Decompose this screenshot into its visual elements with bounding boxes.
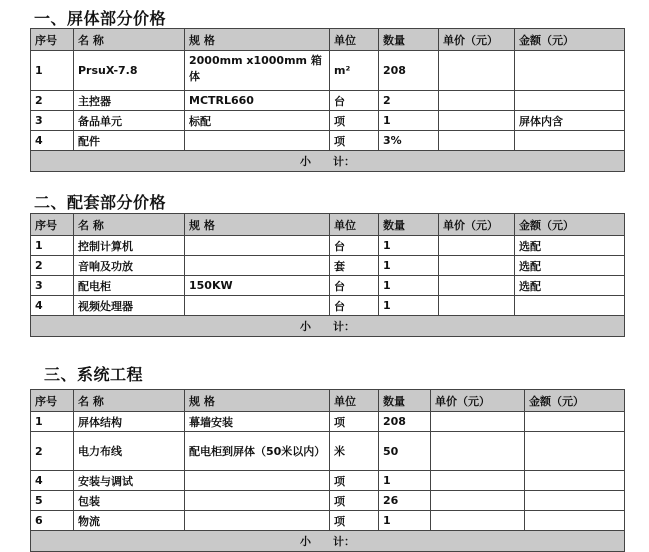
cell-spec (185, 131, 330, 151)
cell-index: 5 (31, 491, 74, 511)
cell-index: 6 (31, 511, 74, 531)
cell-name: PrsuX-7.8 (74, 51, 185, 91)
price-table-screen (30, 28, 625, 172)
cell-amount (525, 412, 625, 432)
header-unit-price: 单价（元） (439, 214, 515, 236)
cell-unit: 项 (330, 412, 379, 432)
header-qty: 数量 (379, 390, 431, 412)
header-spec: 规 格 (185, 390, 330, 412)
cell-spec (185, 511, 330, 531)
cell-spec (185, 236, 330, 256)
cell-amount: 选配 (515, 276, 625, 296)
price-table-system (30, 389, 625, 552)
cell-unit: 项 (330, 511, 379, 531)
header-index: 序号 (31, 29, 74, 51)
cell-index: 3 (31, 276, 74, 296)
cell-amount (515, 131, 625, 151)
cell-amount: 屏体内含 (515, 111, 625, 131)
header-unit-price: 单价（元） (439, 29, 515, 51)
cell-name: 包装 (74, 491, 185, 511)
cell-index: 2 (31, 256, 74, 276)
table-row (31, 51, 625, 91)
table-row (31, 276, 625, 296)
cell-amount: 选配 (515, 236, 625, 256)
cell-qty: 2 (379, 91, 439, 111)
cell-amount (515, 91, 625, 111)
cell-name: 安装与调试 (74, 471, 185, 491)
cell-unit: 台 (330, 296, 379, 316)
header-name: 名 称 (74, 214, 185, 236)
cell-amount (515, 51, 625, 91)
cell-name: 配件 (74, 131, 185, 151)
header-index: 序号 (31, 390, 74, 412)
cell-qty: 1 (379, 471, 431, 491)
cell-unit: 项 (330, 471, 379, 491)
cell-unit: 项 (330, 491, 379, 511)
header-amount: 金额（元） (525, 390, 625, 412)
cell-amount (515, 296, 625, 316)
table-header-row (31, 390, 625, 412)
cell-name: 配电柜 (74, 276, 185, 296)
cell-amount (525, 432, 625, 471)
cell-spec: 150KW (185, 276, 330, 296)
cell-spec: 幕墙安装 (185, 412, 330, 432)
cell-qty: 208 (379, 412, 431, 432)
header-unit: 单位 (330, 390, 379, 412)
cell-name: 物流 (74, 511, 185, 531)
table-row (31, 236, 625, 256)
table-row (31, 412, 625, 432)
cell-amount (525, 511, 625, 531)
table-row (31, 256, 625, 276)
cell-spec (185, 296, 330, 316)
header-unit: 单位 (330, 29, 379, 51)
cell-spec (185, 256, 330, 276)
cell-unit-price (439, 131, 515, 151)
header-qty: 数量 (379, 29, 439, 51)
header-qty: 数量 (379, 214, 439, 236)
cell-index: 1 (31, 51, 74, 91)
cell-qty: 1 (379, 276, 439, 296)
cell-unit: m² (330, 51, 379, 91)
section-title-2: 二、配套部分价格 (34, 193, 167, 212)
table-row (31, 111, 625, 131)
cell-qty: 1 (379, 236, 439, 256)
cell-amount (525, 471, 625, 491)
cell-qty: 1 (379, 111, 439, 131)
cell-index: 2 (31, 91, 74, 111)
cell-unit: 台 (330, 276, 379, 296)
cell-spec: 配电柜到屏体（50米以内） (185, 432, 330, 471)
cell-unit: 项 (330, 111, 379, 131)
subtotal-label: 小 计： (31, 151, 625, 172)
header-unit-price: 单价（元） (431, 390, 525, 412)
cell-qty: 26 (379, 491, 431, 511)
table-row (31, 511, 625, 531)
cell-unit: 台 (330, 236, 379, 256)
header-unit: 单位 (330, 214, 379, 236)
cell-name: 音响及功放 (74, 256, 185, 276)
section-title-3: 三、系统工程 (44, 365, 144, 384)
cell-unit-price (431, 511, 525, 531)
subtotal-label: 小 计： (31, 316, 625, 337)
cell-name: 控制计算机 (74, 236, 185, 256)
cell-unit-price (431, 491, 525, 511)
cell-index: 4 (31, 131, 74, 151)
table-row (31, 91, 625, 111)
cell-qty: 1 (379, 511, 431, 531)
cell-index: 4 (31, 471, 74, 491)
cell-spec (185, 491, 330, 511)
cell-index: 1 (31, 412, 74, 432)
cell-spec (185, 471, 330, 491)
header-spec: 规 格 (185, 29, 330, 51)
cell-unit-price (431, 471, 525, 491)
cell-qty: 1 (379, 256, 439, 276)
cell-unit-price (431, 432, 525, 471)
cell-unit-price (431, 412, 525, 432)
header-spec: 规 格 (185, 214, 330, 236)
section-title-1: 一、屏体部分价格 (34, 9, 167, 28)
cell-unit-price (439, 51, 515, 91)
table-row (31, 491, 625, 511)
cell-unit: 项 (330, 131, 379, 151)
cell-name: 备品单元 (74, 111, 185, 131)
cell-qty: 1 (379, 296, 439, 316)
cell-name: 电力布线 (74, 432, 185, 471)
cell-amount: 选配 (515, 256, 625, 276)
cell-index: 1 (31, 236, 74, 256)
cell-qty: 50 (379, 432, 431, 471)
cell-name: 主控器 (74, 91, 185, 111)
header-amount: 金额（元） (515, 214, 625, 236)
subtotal-row (31, 316, 625, 337)
cell-unit-price (439, 276, 515, 296)
table-row (31, 131, 625, 151)
cell-index: 4 (31, 296, 74, 316)
cell-unit-price (439, 91, 515, 111)
table-header-row (31, 214, 625, 236)
cell-name: 屏体结构 (74, 412, 185, 432)
cell-unit: 套 (330, 256, 379, 276)
cell-unit-price (439, 236, 515, 256)
subtotal-row (31, 151, 625, 172)
cell-qty: 208 (379, 51, 439, 91)
cell-spec: MCTRL660 (185, 91, 330, 111)
header-name: 名 称 (74, 390, 185, 412)
table-row (31, 432, 625, 471)
cell-spec: 2000mm x1000mm 箱体 (185, 51, 330, 91)
cell-qty: 3% (379, 131, 439, 151)
header-amount: 金额（元） (515, 29, 625, 51)
header-index: 序号 (31, 214, 74, 236)
subtotal-label: 小 计： (31, 531, 625, 552)
cell-unit: 台 (330, 91, 379, 111)
cell-amount (525, 491, 625, 511)
cell-unit-price (439, 111, 515, 131)
cell-unit-price (439, 256, 515, 276)
cell-unit: 米 (330, 432, 379, 471)
table-row (31, 296, 625, 316)
table-row (31, 471, 625, 491)
cell-spec: 标配 (185, 111, 330, 131)
price-table-accessories (30, 213, 625, 337)
table-header-row (31, 29, 625, 51)
cell-name: 视频处理器 (74, 296, 185, 316)
header-name: 名 称 (74, 29, 185, 51)
cell-unit-price (439, 296, 515, 316)
cell-index: 3 (31, 111, 74, 131)
cell-index: 2 (31, 432, 74, 471)
